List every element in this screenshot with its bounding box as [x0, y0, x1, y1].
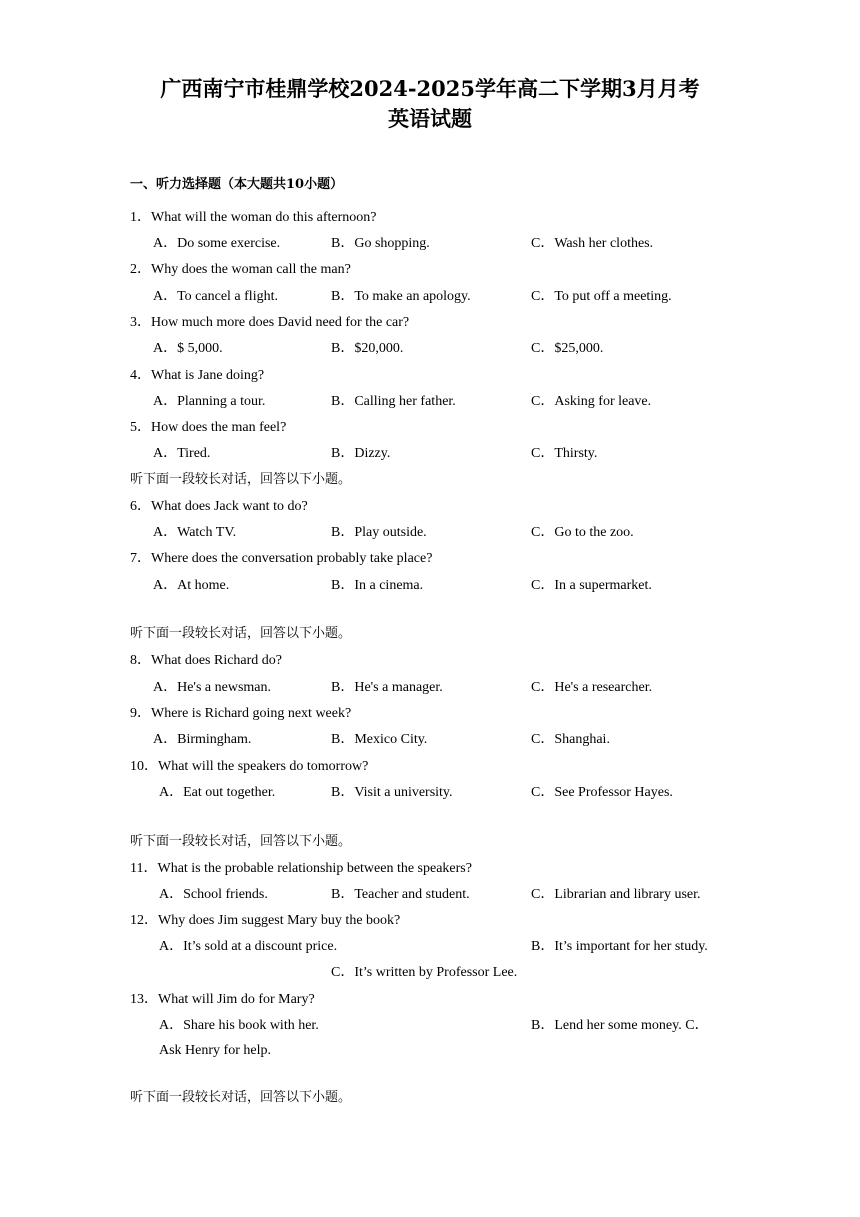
option-a: A．School friends.: [159, 887, 268, 902]
question-stem: 13．What will Jim do for Mary?: [130, 992, 315, 1007]
option-b: B．Teacher and student.: [331, 887, 470, 902]
question-stem: 9．Where is Richard going next week?: [130, 706, 352, 721]
question-stem: 3．How much more does David need for the car?: [130, 315, 410, 330]
question-stem: 1．What will the woman do this afternoon?: [130, 210, 377, 225]
option-c: C．In a supermarket.: [531, 578, 652, 593]
question-stem: 7．Where does the conversation probably take place?: [130, 551, 433, 566]
listen-instruction: 听下面一段较长对话，回答以下小题。: [130, 626, 352, 641]
question-stem: 11．What is the probable relationship between the speakers?: [130, 861, 472, 876]
option-c: C．Shanghai.: [531, 732, 610, 747]
option-c: C．He's a researcher.: [531, 680, 653, 695]
option-b: B．Visit a university.: [331, 785, 453, 800]
option-b: B．Lend her some money. C．: [531, 1018, 709, 1033]
option-b: B．Dizzy.: [331, 446, 391, 461]
option-c: C．Thirsty.: [531, 446, 598, 461]
option-c: C．Asking for leave.: [531, 394, 652, 409]
option-b: B．He's a manager.: [331, 680, 443, 695]
option-b: B．Go shopping.: [331, 236, 430, 251]
option-c: C．Go to the zoo.: [531, 525, 634, 540]
option-a: A．Eat out together.: [159, 785, 276, 800]
option-a: A．Birmingham.: [153, 732, 252, 747]
option-b: B．It’s important for her study.: [531, 939, 708, 954]
option-a: A．Planning a tour.: [153, 394, 266, 409]
option-a: A．It’s sold at a discount price.: [159, 939, 338, 954]
option-a: A．$ 5,000.: [153, 341, 223, 356]
option-c: C．Wash her clothes.: [531, 236, 654, 251]
option-b: B．Mexico City.: [331, 732, 428, 747]
option-a: A．Share his book with her.: [159, 1018, 319, 1033]
option-a: A．He's a newsman.: [153, 680, 271, 695]
option-b: B．$20,000.: [331, 341, 404, 356]
option-c: C．$25,000.: [531, 341, 604, 356]
option-a: A．Do some exercise.: [153, 236, 281, 251]
exam-title-line-1: 广西南宁市桂鼎学校2024-2025学年高二下学期3月月考: [160, 76, 700, 101]
question-stem: 6．What does Jack want to do?: [130, 499, 308, 514]
option-a: A．To cancel a flight.: [153, 289, 278, 304]
option-c: C．See Professor Hayes.: [531, 785, 673, 800]
question-stem: 12．Why does Jim suggest Mary buy the book?: [130, 913, 401, 928]
question-stem: 2．Why does the woman call the man?: [130, 262, 351, 277]
question-stem: 5．How does the man feel?: [130, 420, 287, 435]
option-a: A．At home.: [153, 578, 230, 593]
listen-instruction: 听下面一段较长对话，回答以下小题。: [130, 834, 352, 849]
option-b: B．Play outside.: [331, 525, 427, 540]
question-stem: 4．What is Jane doing?: [130, 368, 265, 383]
option-b: B．Calling her father.: [331, 394, 456, 409]
option-c: C．It’s written by Professor Lee.: [331, 965, 518, 980]
listen-instruction: 听下面一段较长对话，回答以下小题。: [130, 472, 352, 487]
question-stem: 8．What does Richard do?: [130, 653, 283, 668]
option-a: A．Watch TV.: [153, 525, 237, 540]
option-c: C．Librarian and library user.: [531, 887, 701, 902]
option-c: C．To put off a meeting.: [531, 289, 672, 304]
exam-title-line-2: 英语试题: [388, 106, 472, 131]
option-c: Ask Henry for help.: [159, 1043, 271, 1058]
question-stem: 10．What will the speakers do tomorrow?: [130, 759, 369, 774]
option-b: B．In a cinema.: [331, 578, 424, 593]
listen-instruction: 听下面一段较长对话，回答以下小题。: [130, 1090, 352, 1105]
section-heading: 一、听力选择题（本大题共10小题）: [130, 177, 344, 192]
option-b: B．To make an apology.: [331, 289, 471, 304]
option-a: A．Tired.: [153, 446, 211, 461]
